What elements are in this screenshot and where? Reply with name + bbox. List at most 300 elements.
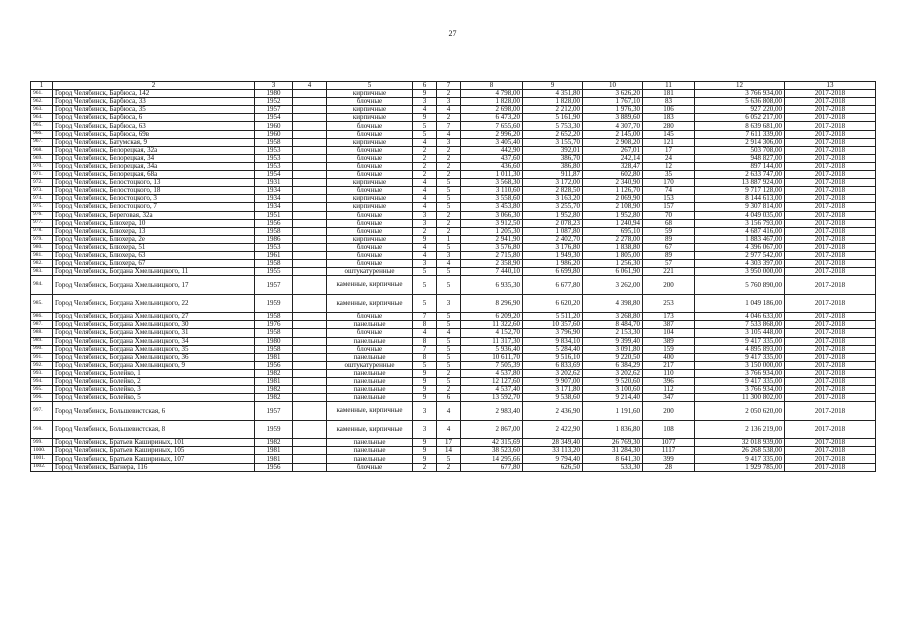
table-cell: 1958 — [255, 345, 293, 353]
table-cell: 533,30 — [583, 463, 643, 471]
table-cell: 2 358,90 — [461, 260, 523, 268]
table-cell: блочные — [327, 251, 413, 259]
table-cell: 3 — [437, 294, 461, 313]
table-cell: 10 357,60 — [523, 321, 583, 329]
table-cell: 2 698,00 — [461, 106, 523, 114]
table-cell: 4 307,70 — [583, 122, 643, 130]
table-cell: 121 — [643, 138, 695, 146]
table-cell: 9 834,10 — [523, 337, 583, 345]
table-cell: 7 505,39 — [461, 361, 523, 369]
table-cell: 1952 — [255, 98, 293, 106]
table-cell: 1 805,00 — [583, 251, 643, 259]
table-cell: 24 — [643, 154, 695, 162]
table-cell: 2 — [437, 162, 461, 170]
table-cell: 3 202,62 — [523, 369, 583, 377]
table-cell: Город Челябинск, Братьев Кашириных, 107 — [53, 455, 255, 463]
table-cell — [293, 219, 327, 227]
table-cell: 2 — [437, 463, 461, 471]
table-cell: блочные — [327, 130, 413, 138]
table-cell: 157 — [643, 203, 695, 211]
table-cell: 9 417 335,00 — [695, 455, 785, 463]
table-cell: 1954 — [255, 171, 293, 179]
table-cell: 4 — [413, 106, 437, 114]
table-cell: панельные — [327, 386, 413, 394]
table-cell — [293, 162, 327, 170]
table-cell: панельные — [327, 455, 413, 463]
table-cell: 5 — [437, 378, 461, 386]
table-cell: 12 — [643, 162, 695, 170]
table-cell — [293, 130, 327, 138]
table-cell — [293, 211, 327, 219]
table-cell: 1 240,94 — [583, 219, 643, 227]
table-cell: 5 — [437, 353, 461, 361]
table-cell: 1 986,20 — [523, 260, 583, 268]
table-cell: 9 417 335,00 — [695, 353, 785, 361]
table-cell: 1958 — [255, 260, 293, 268]
table-cell: Город Челябинск, Белостоцкого, 18 — [53, 187, 255, 195]
table-cell — [293, 243, 327, 251]
table-cell: 33 113,20 — [523, 447, 583, 455]
table-cell: 2017-2018 — [785, 154, 876, 162]
table-cell: 8 484,70 — [583, 321, 643, 329]
table-cell: 626,50 — [523, 463, 583, 471]
column-header: 7 — [437, 82, 461, 90]
table-cell: 2 — [437, 90, 461, 98]
table-cell: Город Челябинск, Блюхера, 10 — [53, 219, 255, 227]
table-cell: 2017-2018 — [785, 329, 876, 337]
table-cell: 3 — [413, 98, 437, 106]
column-header: 12 — [695, 82, 785, 90]
table-cell: Город Челябинск, Вагнера, 116 — [53, 463, 255, 471]
table-cell: 328,47 — [583, 162, 643, 170]
table-cell: 3 — [413, 402, 437, 421]
table-cell: 253 — [643, 294, 695, 313]
table-row — [31, 251, 876, 259]
table-cell: 1955 — [255, 268, 293, 276]
table-cell: 4 — [413, 179, 437, 187]
table-cell: 2017-2018 — [785, 369, 876, 377]
table-row — [31, 227, 876, 235]
column-header: 2 — [53, 82, 255, 90]
table-cell: 897 144,00 — [695, 162, 785, 170]
table-cell: 1934 — [255, 195, 293, 203]
table-cell: блочные — [327, 146, 413, 154]
table-cell: 112 — [643, 386, 695, 394]
table-cell: 17 — [643, 146, 695, 154]
table-cell: 2017-2018 — [785, 386, 876, 394]
table-cell: оштукатуренные — [327, 268, 413, 276]
table-row — [31, 378, 876, 386]
table-cell: 59 — [643, 227, 695, 235]
table-cell: 392,01 — [523, 146, 583, 154]
table-cell: 6 935,30 — [461, 276, 523, 295]
table-cell: 6 699,80 — [523, 268, 583, 276]
table-cell: 83 — [643, 98, 695, 106]
table-row — [31, 211, 876, 219]
table-cell: 42 315,69 — [461, 439, 523, 447]
table-cell: Город Челябинск, Барбюса, 6 — [53, 114, 255, 122]
table-cell: 988. — [31, 329, 53, 337]
table-cell: 200 — [643, 276, 695, 295]
table-cell: 9 516,10 — [523, 353, 583, 361]
table-cell: Город Челябинск, Батумская, 9 — [53, 138, 255, 146]
table-cell: 7 — [437, 122, 461, 130]
table-cell: 2 436,90 — [523, 402, 583, 421]
table-cell: 2017-2018 — [785, 122, 876, 130]
table-cell: 6 620,20 — [523, 294, 583, 313]
table-cell — [293, 268, 327, 276]
table-cell: 6 052 217,00 — [695, 114, 785, 122]
table-cell: 2017-2018 — [785, 337, 876, 345]
table-cell: 1982 — [255, 369, 293, 377]
table-cell: блочные — [327, 187, 413, 195]
table-cell: 968. — [31, 146, 53, 154]
table-cell: 5 636 808,00 — [695, 98, 785, 106]
table-cell: 975. — [31, 203, 53, 211]
table-cell: панельные — [327, 321, 413, 329]
table-cell: 5 936,40 — [461, 345, 523, 353]
table-cell: 2 996,20 — [461, 130, 523, 138]
table-cell: Город Челябинск, Барбюса, 69в — [53, 130, 255, 138]
table-cell — [293, 369, 327, 377]
table-cell: 5 — [437, 361, 461, 369]
table-cell: 3 558,60 — [461, 195, 523, 203]
table-cell: 181 — [643, 90, 695, 98]
table-cell: 32 018 939,00 — [695, 439, 785, 447]
table-cell: 3 889,60 — [583, 114, 643, 122]
table-cell: 106 — [643, 106, 695, 114]
table-cell — [293, 122, 327, 130]
table-cell: 26 769,30 — [583, 439, 643, 447]
table-cell: Город Челябинск, Богдана Хмельницкого, 9 — [53, 361, 255, 369]
table-cell: 3 568,30 — [461, 179, 523, 187]
table-cell: 1 952,80 — [583, 211, 643, 219]
table-cell: Город Челябинск, Белорецкая, 32а — [53, 146, 255, 154]
table-cell: 1 838,80 — [583, 243, 643, 251]
table-cell: блочные — [327, 329, 413, 337]
table-cell: 3 176,80 — [523, 243, 583, 251]
table-cell: 11 300 802,00 — [695, 394, 785, 402]
table-cell: 4 — [437, 329, 461, 337]
table-cell — [293, 345, 327, 353]
table-cell: 1000. — [31, 447, 53, 455]
table-cell: 2017-2018 — [785, 361, 876, 369]
table-cell: 3 172,00 — [523, 179, 583, 187]
table-cell: 9 — [413, 378, 437, 386]
table-cell: 9 — [413, 439, 437, 447]
table-cell: 8 296,90 — [461, 294, 523, 313]
table-cell: 153 — [643, 195, 695, 203]
column-header: 11 — [643, 82, 695, 90]
table-cell: 5 284,40 — [523, 345, 583, 353]
table-cell: 17 — [437, 439, 461, 447]
table-cell: блочные — [327, 463, 413, 471]
table-header-row — [31, 82, 876, 90]
table-cell: 3 105 448,00 — [695, 329, 785, 337]
table-cell: 967. — [31, 138, 53, 146]
table-cell: 3 — [413, 260, 437, 268]
table-cell: 1980 — [255, 337, 293, 345]
table-row — [31, 276, 876, 295]
table-cell: 3 — [437, 251, 461, 259]
table-cell: 26 268 538,00 — [695, 447, 785, 455]
table-cell: Город Челябинск, Богдана Хмельницкого, 31 — [53, 329, 255, 337]
table-cell: 1986 — [255, 235, 293, 243]
table-cell: Город Челябинск, Блюхера, 2е — [53, 235, 255, 243]
table-cell — [293, 361, 327, 369]
table-cell: 5 161,90 — [523, 114, 583, 122]
table-cell — [293, 138, 327, 146]
table-cell: блочные — [327, 313, 413, 321]
table-cell: 400 — [643, 353, 695, 361]
table-row — [31, 402, 876, 421]
table-cell — [293, 187, 327, 195]
table-cell: 4 — [413, 203, 437, 211]
table-cell: 2 — [437, 114, 461, 122]
table-cell: 9 214,40 — [583, 394, 643, 402]
table-cell — [293, 455, 327, 463]
table-cell: 2017-2018 — [785, 243, 876, 251]
table-cell: 992. — [31, 361, 53, 369]
table-cell: 2 941,90 — [461, 235, 523, 243]
table-cell: 442,90 — [461, 146, 523, 154]
table-cell: 3 950 000,00 — [695, 268, 785, 276]
table-cell: 503 708,00 — [695, 146, 785, 154]
table-cell: 3 163,20 — [523, 195, 583, 203]
table-cell: 980. — [31, 243, 53, 251]
table-cell: 1956 — [255, 463, 293, 471]
table-cell: 2017-2018 — [785, 106, 876, 114]
table-cell: 5 — [437, 345, 461, 353]
table-cell: 9 907,00 — [523, 378, 583, 386]
table-cell: 159 — [643, 345, 695, 353]
table-cell: оштукатуренные — [327, 361, 413, 369]
table-cell: Город Челябинск, Блюхера, 51 — [53, 243, 255, 251]
table-cell: панельные — [327, 337, 413, 345]
table-cell: 5 — [437, 337, 461, 345]
table-cell: 3 — [413, 211, 437, 219]
table-cell: блочные — [327, 219, 413, 227]
table-cell: 9 220,50 — [583, 353, 643, 361]
table-cell: Город Челябинск, Богдана Хмельницкого, 34 — [53, 337, 255, 345]
table-cell: 1982 — [255, 386, 293, 394]
table-cell: 6 473,20 — [461, 114, 523, 122]
table-cell: 984. — [31, 276, 53, 295]
table-cell: Город Челябинск, Белорецкая, 34а — [53, 162, 255, 170]
table-cell: 963. — [31, 106, 53, 114]
table-cell: 1953 — [255, 154, 293, 162]
table-row — [31, 439, 876, 447]
table-cell: 2 908,20 — [583, 138, 643, 146]
table-row — [31, 447, 876, 455]
table-cell: 3 150 000,00 — [695, 361, 785, 369]
table-cell: 1 836,80 — [583, 420, 643, 439]
table-cell: 9 399,40 — [583, 337, 643, 345]
table-cell: 14 295,66 — [461, 455, 523, 463]
table-cell: 997. — [31, 402, 53, 421]
table-cell: 9 538,60 — [523, 394, 583, 402]
table-cell: 9 307 814,00 — [695, 203, 785, 211]
table-cell — [293, 179, 327, 187]
table-cell: 183 — [643, 114, 695, 122]
table-cell: Город Челябинск, Богдана Хмельницкого, 11 — [53, 268, 255, 276]
table-cell: 2017-2018 — [785, 345, 876, 353]
table-cell: Город Челябинск, Болейко, 3 — [53, 386, 255, 394]
table-cell: 173 — [643, 313, 695, 321]
table-cell: 1976 — [255, 321, 293, 329]
table-cell: 5 511,20 — [523, 313, 583, 321]
table-cell: 4 351,80 — [523, 90, 583, 98]
table-row — [31, 294, 876, 313]
table-cell — [293, 294, 327, 313]
table-cell: 2 402,70 — [523, 235, 583, 243]
table-cell — [293, 353, 327, 361]
table-row — [31, 243, 876, 251]
table-cell: 3 912,50 — [461, 219, 523, 227]
table-cell: 2017-2018 — [785, 353, 876, 361]
table-cell: Город Челябинск, Барбюса, 142 — [53, 90, 255, 98]
table-cell: 962. — [31, 98, 53, 106]
table-cell: 966. — [31, 130, 53, 138]
table-cell: 1956 — [255, 219, 293, 227]
table-row — [31, 130, 876, 138]
table-cell: 5 — [437, 195, 461, 203]
table-cell: 989. — [31, 337, 53, 345]
table-cell: кирпичные — [327, 114, 413, 122]
table-cell: 28 — [643, 463, 695, 471]
table-cell: 2 633 747,00 — [695, 171, 785, 179]
table-cell: 396 — [643, 378, 695, 386]
table-cell: 1981 — [255, 378, 293, 386]
table-row — [31, 179, 876, 187]
table-cell: Город Челябинск, Блюхера, 67 — [53, 260, 255, 268]
table-cell: 5 — [437, 268, 461, 276]
table-cell: 1953 — [255, 146, 293, 154]
table-cell: 104 — [643, 329, 695, 337]
table-cell: 1981 — [255, 447, 293, 455]
table-cell — [293, 447, 327, 455]
table-cell: 2 145,00 — [583, 130, 643, 138]
table-cell — [293, 251, 327, 259]
table-cell: 9 — [413, 447, 437, 455]
table-cell: 1931 — [255, 179, 293, 187]
table-cell: 8 — [413, 321, 437, 329]
table-cell: 2017-2018 — [785, 455, 876, 463]
table-cell — [293, 227, 327, 235]
table-cell: 9 — [413, 455, 437, 463]
table-cell: 1 949,30 — [523, 251, 583, 259]
table-cell: 8 — [413, 337, 437, 345]
table-cell: 2017-2018 — [785, 179, 876, 187]
table-cell: Город Челябинск, Блюхера, 63 — [53, 251, 255, 259]
table-cell: 13 887 924,00 — [695, 179, 785, 187]
table-cell: панельные — [327, 447, 413, 455]
table-cell: 5 — [437, 455, 461, 463]
table-cell: кирпичные — [327, 195, 413, 203]
table-cell: 4 — [437, 260, 461, 268]
table-cell: 145 — [643, 130, 695, 138]
table-cell: 2 — [437, 211, 461, 219]
table-cell: 1958 — [255, 227, 293, 235]
table-cell: 2017-2018 — [785, 420, 876, 439]
table-cell: 2017-2018 — [785, 463, 876, 471]
table-cell: 1 205,30 — [461, 227, 523, 235]
table-cell: 1954 — [255, 114, 293, 122]
column-header: 3 — [255, 82, 293, 90]
table-cell: 3 453,80 — [461, 203, 523, 211]
table-row — [31, 260, 876, 268]
table-cell: 5 760 890,00 — [695, 276, 785, 295]
table-cell: 5 753,30 — [523, 122, 583, 130]
table-cell: 1 — [437, 235, 461, 243]
table-cell: 5 — [437, 203, 461, 211]
table-cell: 2017-2018 — [785, 276, 876, 295]
table-cell: 242,14 — [583, 154, 643, 162]
table-cell: 3 262,00 — [583, 276, 643, 295]
table-cell: каменные, кирпичные — [327, 294, 413, 313]
table-cell: блочные — [327, 243, 413, 251]
table-cell: 990. — [31, 345, 53, 353]
table-cell: 2017-2018 — [785, 162, 876, 170]
table-cell: 996. — [31, 394, 53, 402]
table-cell: 1002. — [31, 463, 53, 471]
table-cell: 6 677,80 — [523, 276, 583, 295]
table-row — [31, 420, 876, 439]
table-cell: 4 396 067,00 — [695, 243, 785, 251]
table-cell: 2017-2018 — [785, 130, 876, 138]
table-cell: 1960 — [255, 122, 293, 130]
table-cell: 3 576,80 — [461, 243, 523, 251]
table-cell: Город Челябинск, Болейко, 5 — [53, 394, 255, 402]
table-cell: Город Челябинск, Береговая, 32а — [53, 211, 255, 219]
table-row — [31, 138, 876, 146]
table-cell: 4 — [413, 195, 437, 203]
table-cell: 677,80 — [461, 463, 523, 471]
table-cell: 3 766 934,00 — [695, 90, 785, 98]
table-cell: 3 — [413, 420, 437, 439]
table-cell: 2017-2018 — [785, 268, 876, 276]
table-cell: 9 794,40 — [523, 455, 583, 463]
table-cell: каменные, кирпичные — [327, 420, 413, 439]
table-cell: 994. — [31, 378, 53, 386]
table-cell: 4 — [413, 138, 437, 146]
table-cell: 4 152,70 — [461, 329, 523, 337]
table-cell: панельные — [327, 353, 413, 361]
table-cell: 38 523,60 — [461, 447, 523, 455]
table-cell: 4 398,80 — [583, 294, 643, 313]
table-cell: 3 — [437, 98, 461, 106]
table-cell: 2 — [437, 219, 461, 227]
table-cell: 11 322,60 — [461, 321, 523, 329]
table-cell: 2 212,00 — [523, 106, 583, 114]
table-cell — [293, 114, 327, 122]
table-cell: кирпичные — [327, 90, 413, 98]
table-cell: 1960 — [255, 130, 293, 138]
table-cell: 4 — [437, 130, 461, 138]
table-cell: 4 537,80 — [461, 369, 523, 377]
table-cell: 3 171,80 — [523, 386, 583, 394]
table-cell — [293, 171, 327, 179]
column-header: 8 — [461, 82, 523, 90]
table-cell: 3 626,20 — [583, 90, 643, 98]
table-cell: 1961 — [255, 251, 293, 259]
table-cell: 1981 — [255, 353, 293, 361]
table-cell: 2017-2018 — [785, 402, 876, 421]
table-cell — [293, 321, 327, 329]
column-header: 6 — [413, 82, 437, 90]
table-cell: 1 767,10 — [583, 98, 643, 106]
table-row — [31, 321, 876, 329]
